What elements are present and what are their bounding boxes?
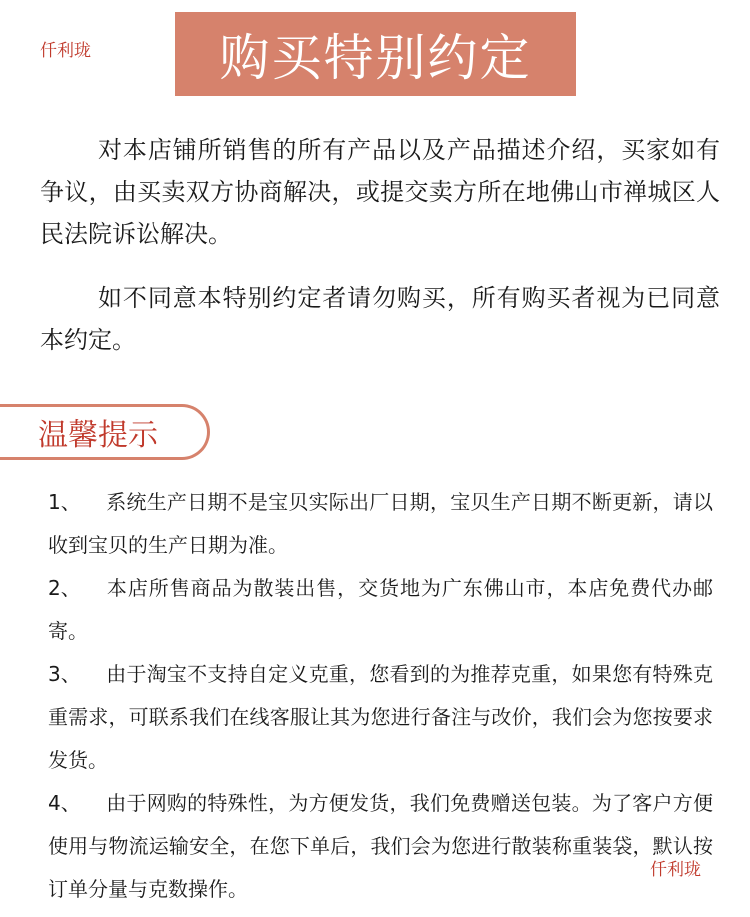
page-title: 购买特别约定 [219, 29, 532, 87]
tips-heading: 温馨提示 [38, 418, 158, 453]
tip-item-4 [48, 782, 713, 911]
tip-item-1 [48, 481, 713, 567]
tip-number: 1、 [48, 490, 81, 514]
brand-watermark-bottom: 仟利珑 [650, 860, 701, 880]
tip-item-3 [48, 653, 713, 782]
agreement-paragraph-2: 如不同意本特别约定者请勿购买，所有购买者视为已同意本约定。 [40, 284, 720, 354]
tips-heading-banner [0, 404, 210, 460]
tip-number: 2、 [48, 576, 81, 600]
agreement-paragraph-1: 对本店铺所销售的所有产品以及产品描述介绍，买家如有争议，由买卖双方协商解决，或提交卖方所在地佛山市禅城区人民法院诉讼解决。 [40, 136, 720, 248]
title-banner [175, 12, 576, 96]
tip-number: 3、 [48, 662, 81, 686]
tip-text: 由于网购的特殊性，为方便发货，我们免费赠送包装。为了客户方便使用与物流运输安全，在您下单后，我们会为您进行散装称重装袋，默认按订单分量与克数操作。 [48, 791, 713, 901]
brand-watermark-top: 仟利珑 [40, 41, 91, 61]
tip-text: 由于淘宝不支持自定义克重，您看到的为推荐克重，如果您有特殊克重需求，可联系我们在线客服让其为您进行备注与改价，我们会为您按要求发货。 [48, 662, 713, 772]
tip-text: 系统生产日期不是宝贝实际出厂日期，宝贝生产日期不断更新，请以收到宝贝的生产日期为准。 [48, 490, 713, 557]
tip-text: 本店所售商品为散装出售，交货地为广东佛山市，本店免费代办邮寄。 [48, 576, 713, 643]
tip-item-2 [48, 567, 713, 653]
tip-number: 4、 [48, 791, 81, 815]
